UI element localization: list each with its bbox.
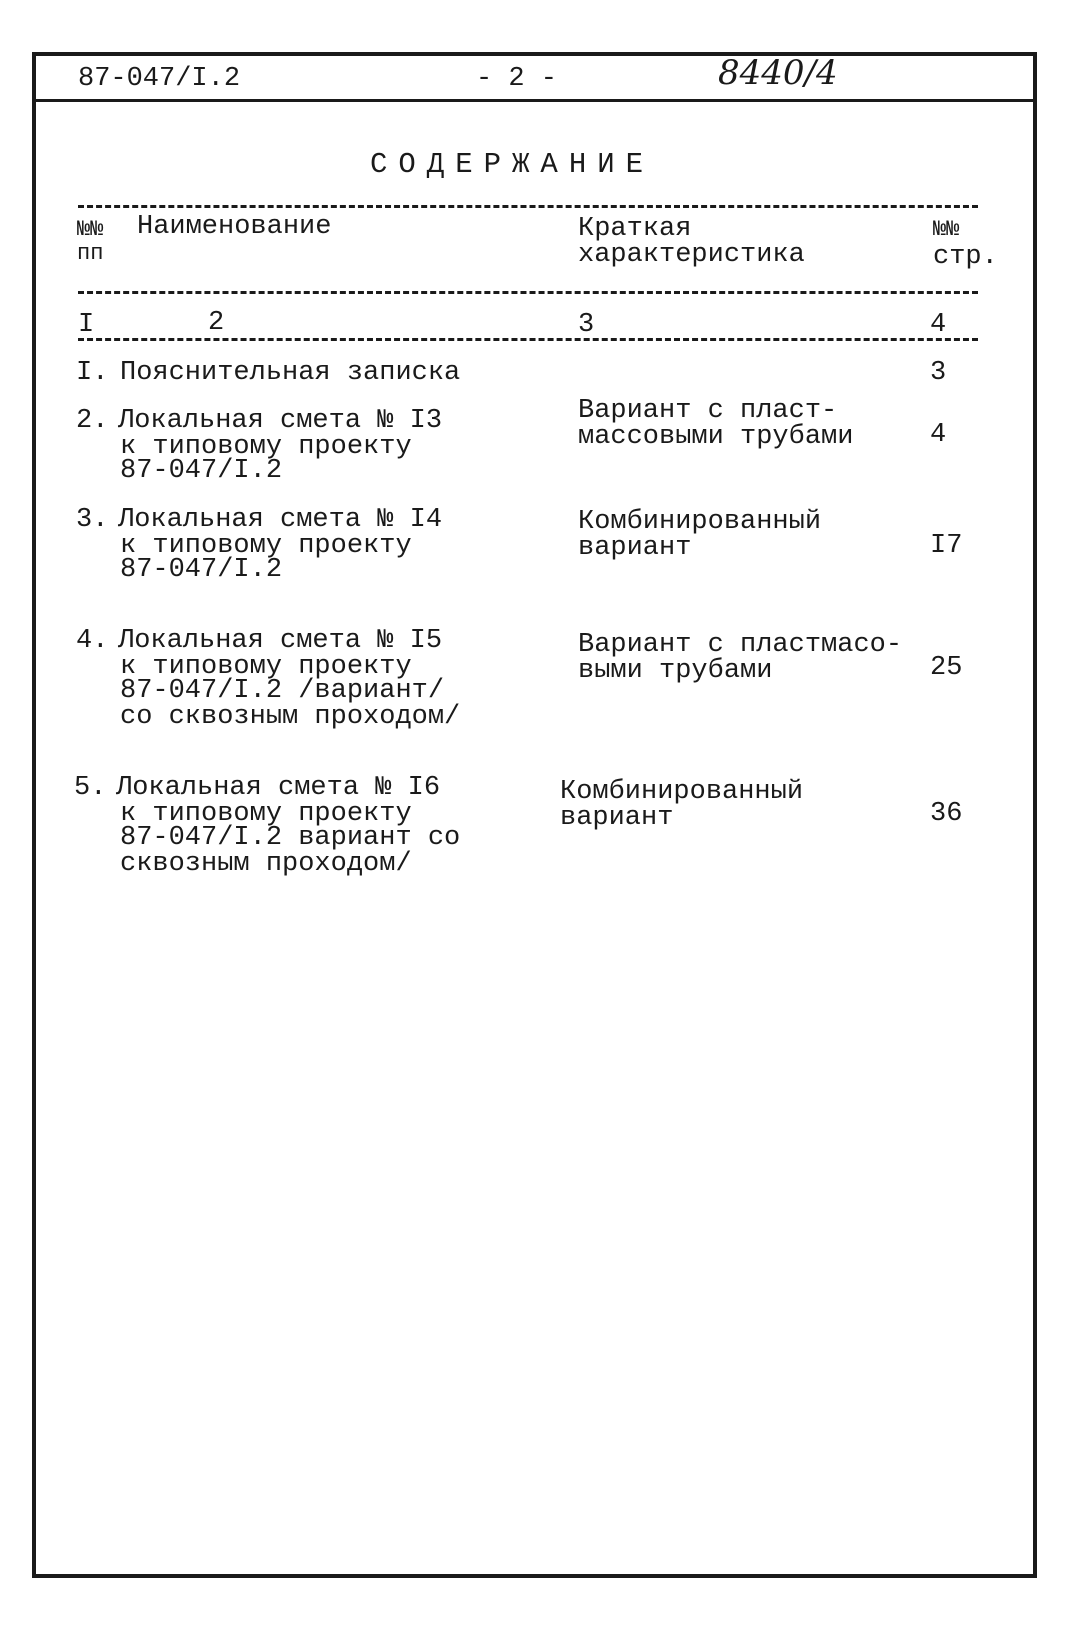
numbers-bottom-rule: [78, 338, 978, 341]
row-4-desc-2: выми трубами: [578, 656, 773, 686]
row-2-page: 4: [930, 420, 947, 450]
row-5-num: 5.: [74, 773, 107, 803]
doc-code: 87-047/I.2: [78, 64, 241, 94]
col-desc-header-1: Краткая: [578, 214, 692, 244]
row-3-name-2: к типовому проекту: [120, 531, 412, 561]
page-title: СОДЕРЖАНИЕ: [370, 148, 655, 181]
col-num-header-2: пп: [77, 241, 104, 266]
row-5-desc-1: Комбинированный: [560, 777, 804, 807]
row-5-page: 36: [930, 799, 963, 829]
row-4-name-1: Локальная смета № I5: [118, 626, 443, 656]
row-5-name-3: 87-047/I.2 вариант со: [120, 823, 461, 853]
row-4-page: 25: [930, 653, 963, 683]
row-3-desc-1: Комбинированный: [578, 507, 822, 537]
row-1-num: I.: [76, 358, 109, 388]
table-top-rule: [78, 205, 978, 208]
col-name-header: Наименование: [137, 212, 332, 242]
header-divider: [32, 99, 1037, 102]
row-4-name-3: 87-047/I.2 /вариант/: [120, 676, 445, 706]
row-2-name-2: к типовому проекту: [120, 432, 412, 462]
col-num-header-1: №№: [77, 217, 104, 242]
col-number-1: I: [78, 310, 95, 340]
col-number-2: 2: [208, 308, 225, 338]
row-2-name-3: 87-047/I.2: [120, 456, 283, 486]
col-page-header-2: стр.: [933, 242, 998, 272]
row-1-name-1: Пояснительная записка: [120, 358, 461, 388]
row-2-desc-1: Вариант с пласт-: [578, 396, 838, 426]
row-3-name-1: Локальная смета № I4: [118, 505, 443, 535]
row-2-desc-2: массовыми трубами: [578, 422, 854, 452]
row-1-page: 3: [930, 358, 947, 388]
row-2-num: 2.: [76, 406, 109, 436]
row-3-name-3: 87-047/I.2: [120, 555, 283, 585]
row-4-num: 4.: [76, 626, 109, 656]
page-number: - 2 -: [476, 64, 558, 94]
col-number-3: 3: [578, 310, 595, 340]
row-2-name-1: Локальная смета № I3: [118, 406, 443, 436]
row-3-page: I7: [930, 531, 963, 561]
col-desc-header-2: характеристика: [578, 240, 805, 270]
row-4-name-4: со сквозным проходом/: [120, 702, 461, 732]
col-number-4: 4: [930, 310, 947, 340]
row-5-name-1: Локальная смета № I6: [116, 773, 441, 803]
row-5-name-4: сквозным проходом/: [120, 849, 412, 879]
row-5-name-2: к типовому проекту: [120, 799, 412, 829]
handwritten-number: 8440/4: [718, 53, 838, 93]
col-page-header-1: №№: [933, 217, 960, 242]
row-4-desc-1: Вариант с пластмасо-: [578, 630, 903, 660]
row-3-num: 3.: [76, 505, 109, 535]
row-5-desc-2: вариант: [560, 803, 674, 833]
header-bottom-rule: [78, 291, 978, 294]
row-3-desc-2: вариант: [578, 533, 692, 563]
row-4-name-2: к типовому проекту: [120, 652, 412, 682]
